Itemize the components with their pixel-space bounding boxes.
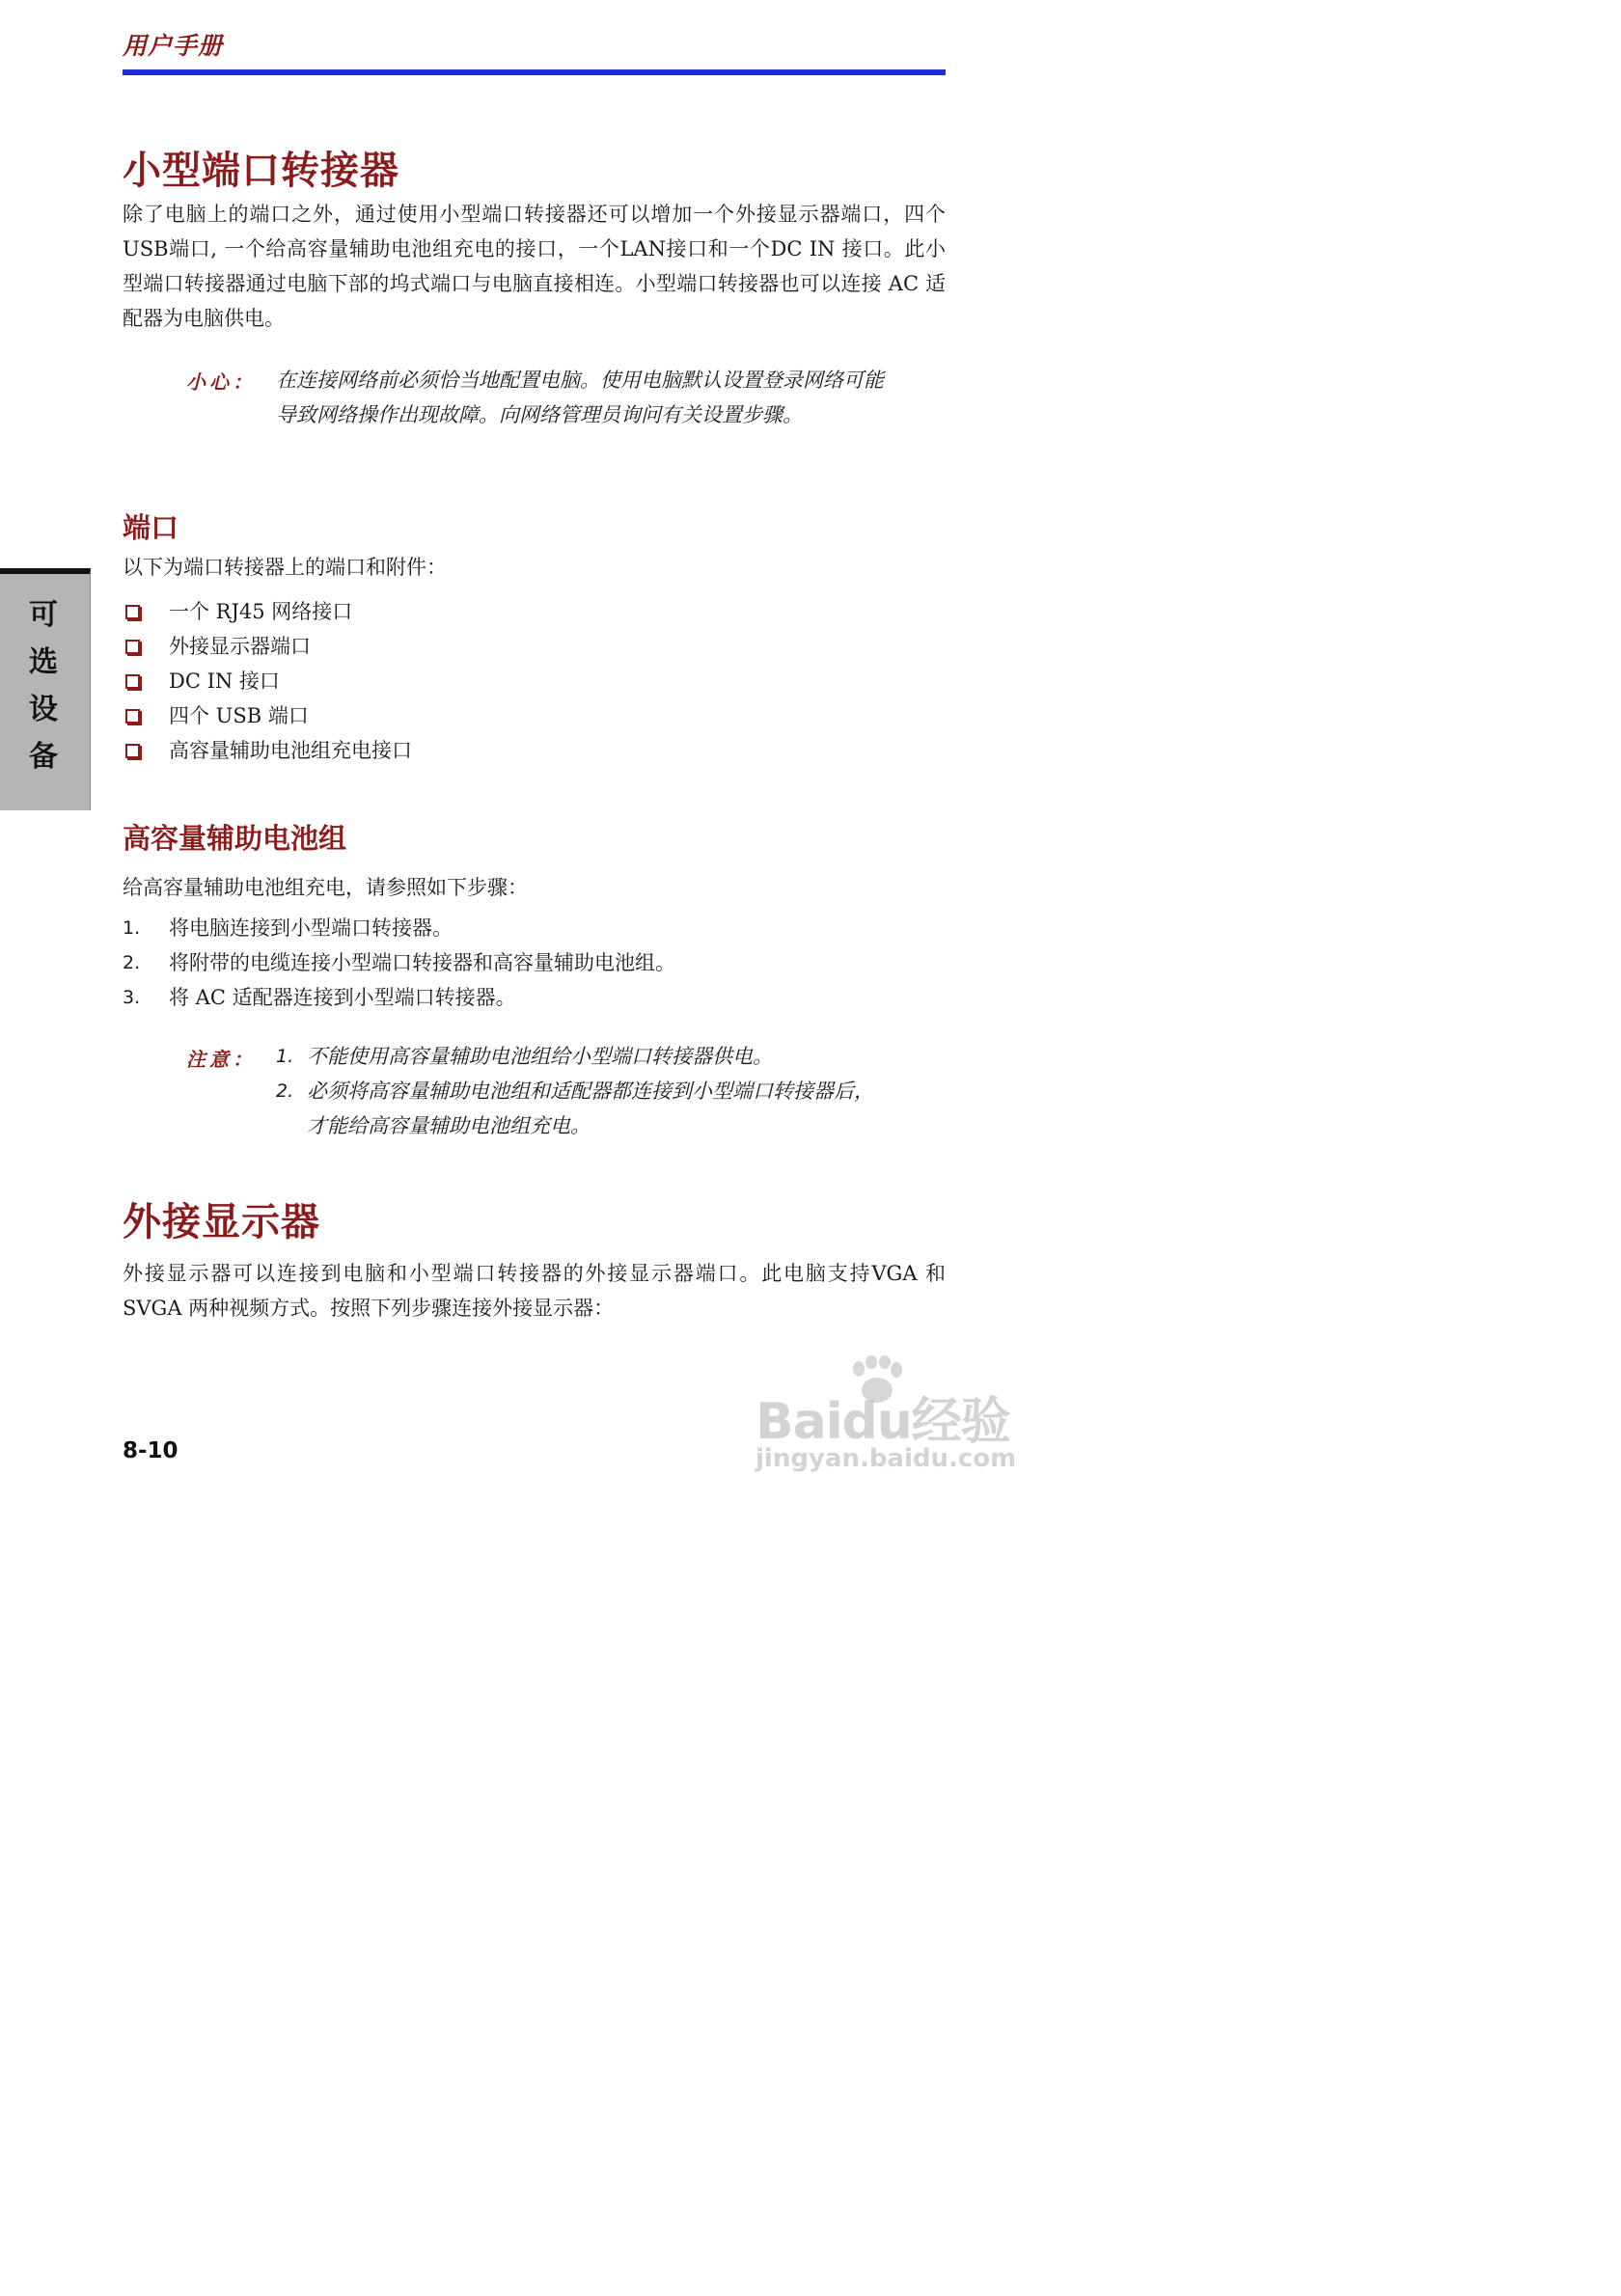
caution-text: 在连接网络前必须恰当地配置电脑。使用电脑默认设置登录网络可能导致网络操作出现故障。向网络管理员询问有关设置步骤。	[276, 369, 884, 426]
step-text: 将电脑连接到小型端口转接器。	[169, 916, 453, 940]
battery-steps	[123, 911, 675, 1015]
list-item	[276, 1074, 884, 1143]
list-item-label: 高容量辅助电池组充电接口	[169, 739, 412, 762]
step-number: 3.	[123, 987, 141, 1008]
note-number: 2.	[276, 1080, 294, 1102]
step-number: 1.	[123, 917, 141, 939]
list-item	[123, 911, 675, 945]
page-number: 8-10	[123, 1438, 179, 1463]
checkbox-bullet-icon	[125, 640, 140, 654]
note-label: 注意：	[186, 1048, 256, 1071]
checkbox-bullet-icon	[125, 744, 140, 758]
checkbox-bullet-icon	[125, 674, 140, 689]
ports-intro: 以下为端口转接器上的端口和附件：	[123, 556, 447, 579]
monitor-paragraph: 外接显示器可以连接到电脑和小型端口转接器的外接显示器端口。此电脑支持VGA 和 SVGA 两种视频方式。按照下列步骤连接外接显示器：	[123, 1262, 946, 1320]
list-item	[123, 629, 412, 664]
dock-paragraph: 除了电脑上的端口之外，通过使用小型端口转接器还可以增加一个外接显示器端口，四个USB端口, 一个给高容量辅助电池组充电的接口，一个LAN接口和一个DC IN 接口。此小型端口转接器通过电脑下部的坞式端口与电脑直接相连。小型端口转接器也可以连接 AC 适配器为电脑供电。	[123, 203, 946, 330]
section-title-battery: 高容量辅助电池组	[123, 822, 347, 855]
watermark-url: jingyan.baidu.com	[756, 1444, 1017, 1473]
list-item	[123, 980, 675, 1015]
checkbox-bullet-icon	[125, 605, 140, 619]
note-list	[276, 1039, 884, 1143]
header-title: 用户手册	[123, 32, 224, 60]
list-item-label: 外接显示器端口	[169, 635, 311, 658]
note-text: 不能使用高容量辅助电池组给小型端口转接器供电。	[307, 1045, 773, 1068]
section-title-ports: 端口	[123, 511, 179, 544]
list-item-label: 四个 USB 端口	[169, 704, 309, 727]
step-number: 2.	[123, 952, 141, 973]
note-text: 必须将高容量辅助电池组和适配器都连接到小型端口转接器后，才能给高容量辅助电池组充电。	[307, 1080, 874, 1137]
caution-label: 小心：	[186, 370, 256, 394]
battery-intro: 给高容量辅助电池组充电，请参照如下步骤：	[123, 876, 528, 899]
header-divider	[123, 69, 946, 75]
chapter-side-tab	[0, 568, 91, 810]
list-item	[123, 594, 412, 629]
chapter-tab-label: 可 选 设 备	[29, 598, 58, 774]
ports-list	[123, 594, 412, 768]
list-item	[123, 698, 412, 733]
list-item	[276, 1039, 884, 1074]
list-item-label: DC IN 接口	[169, 670, 280, 693]
list-item	[123, 945, 675, 980]
section-title-dock: 小型端口转接器	[123, 149, 399, 193]
checkbox-bullet-icon	[125, 709, 140, 724]
note-number: 1.	[276, 1046, 294, 1067]
list-item-label: 一个 RJ45 网络接口	[169, 600, 353, 623]
watermark-logo: Baidu经验	[756, 1393, 1010, 1451]
baidu-watermark	[756, 1355, 1017, 1481]
step-text: 将附带的电缆连接小型端口转接器和高容量辅助电池组。	[169, 951, 675, 974]
list-item	[123, 664, 412, 698]
list-item	[123, 733, 412, 768]
step-text: 将 AC 适配器连接到小型端口转接器。	[169, 986, 516, 1009]
section-title-monitor: 外接显示器	[123, 1200, 320, 1244]
